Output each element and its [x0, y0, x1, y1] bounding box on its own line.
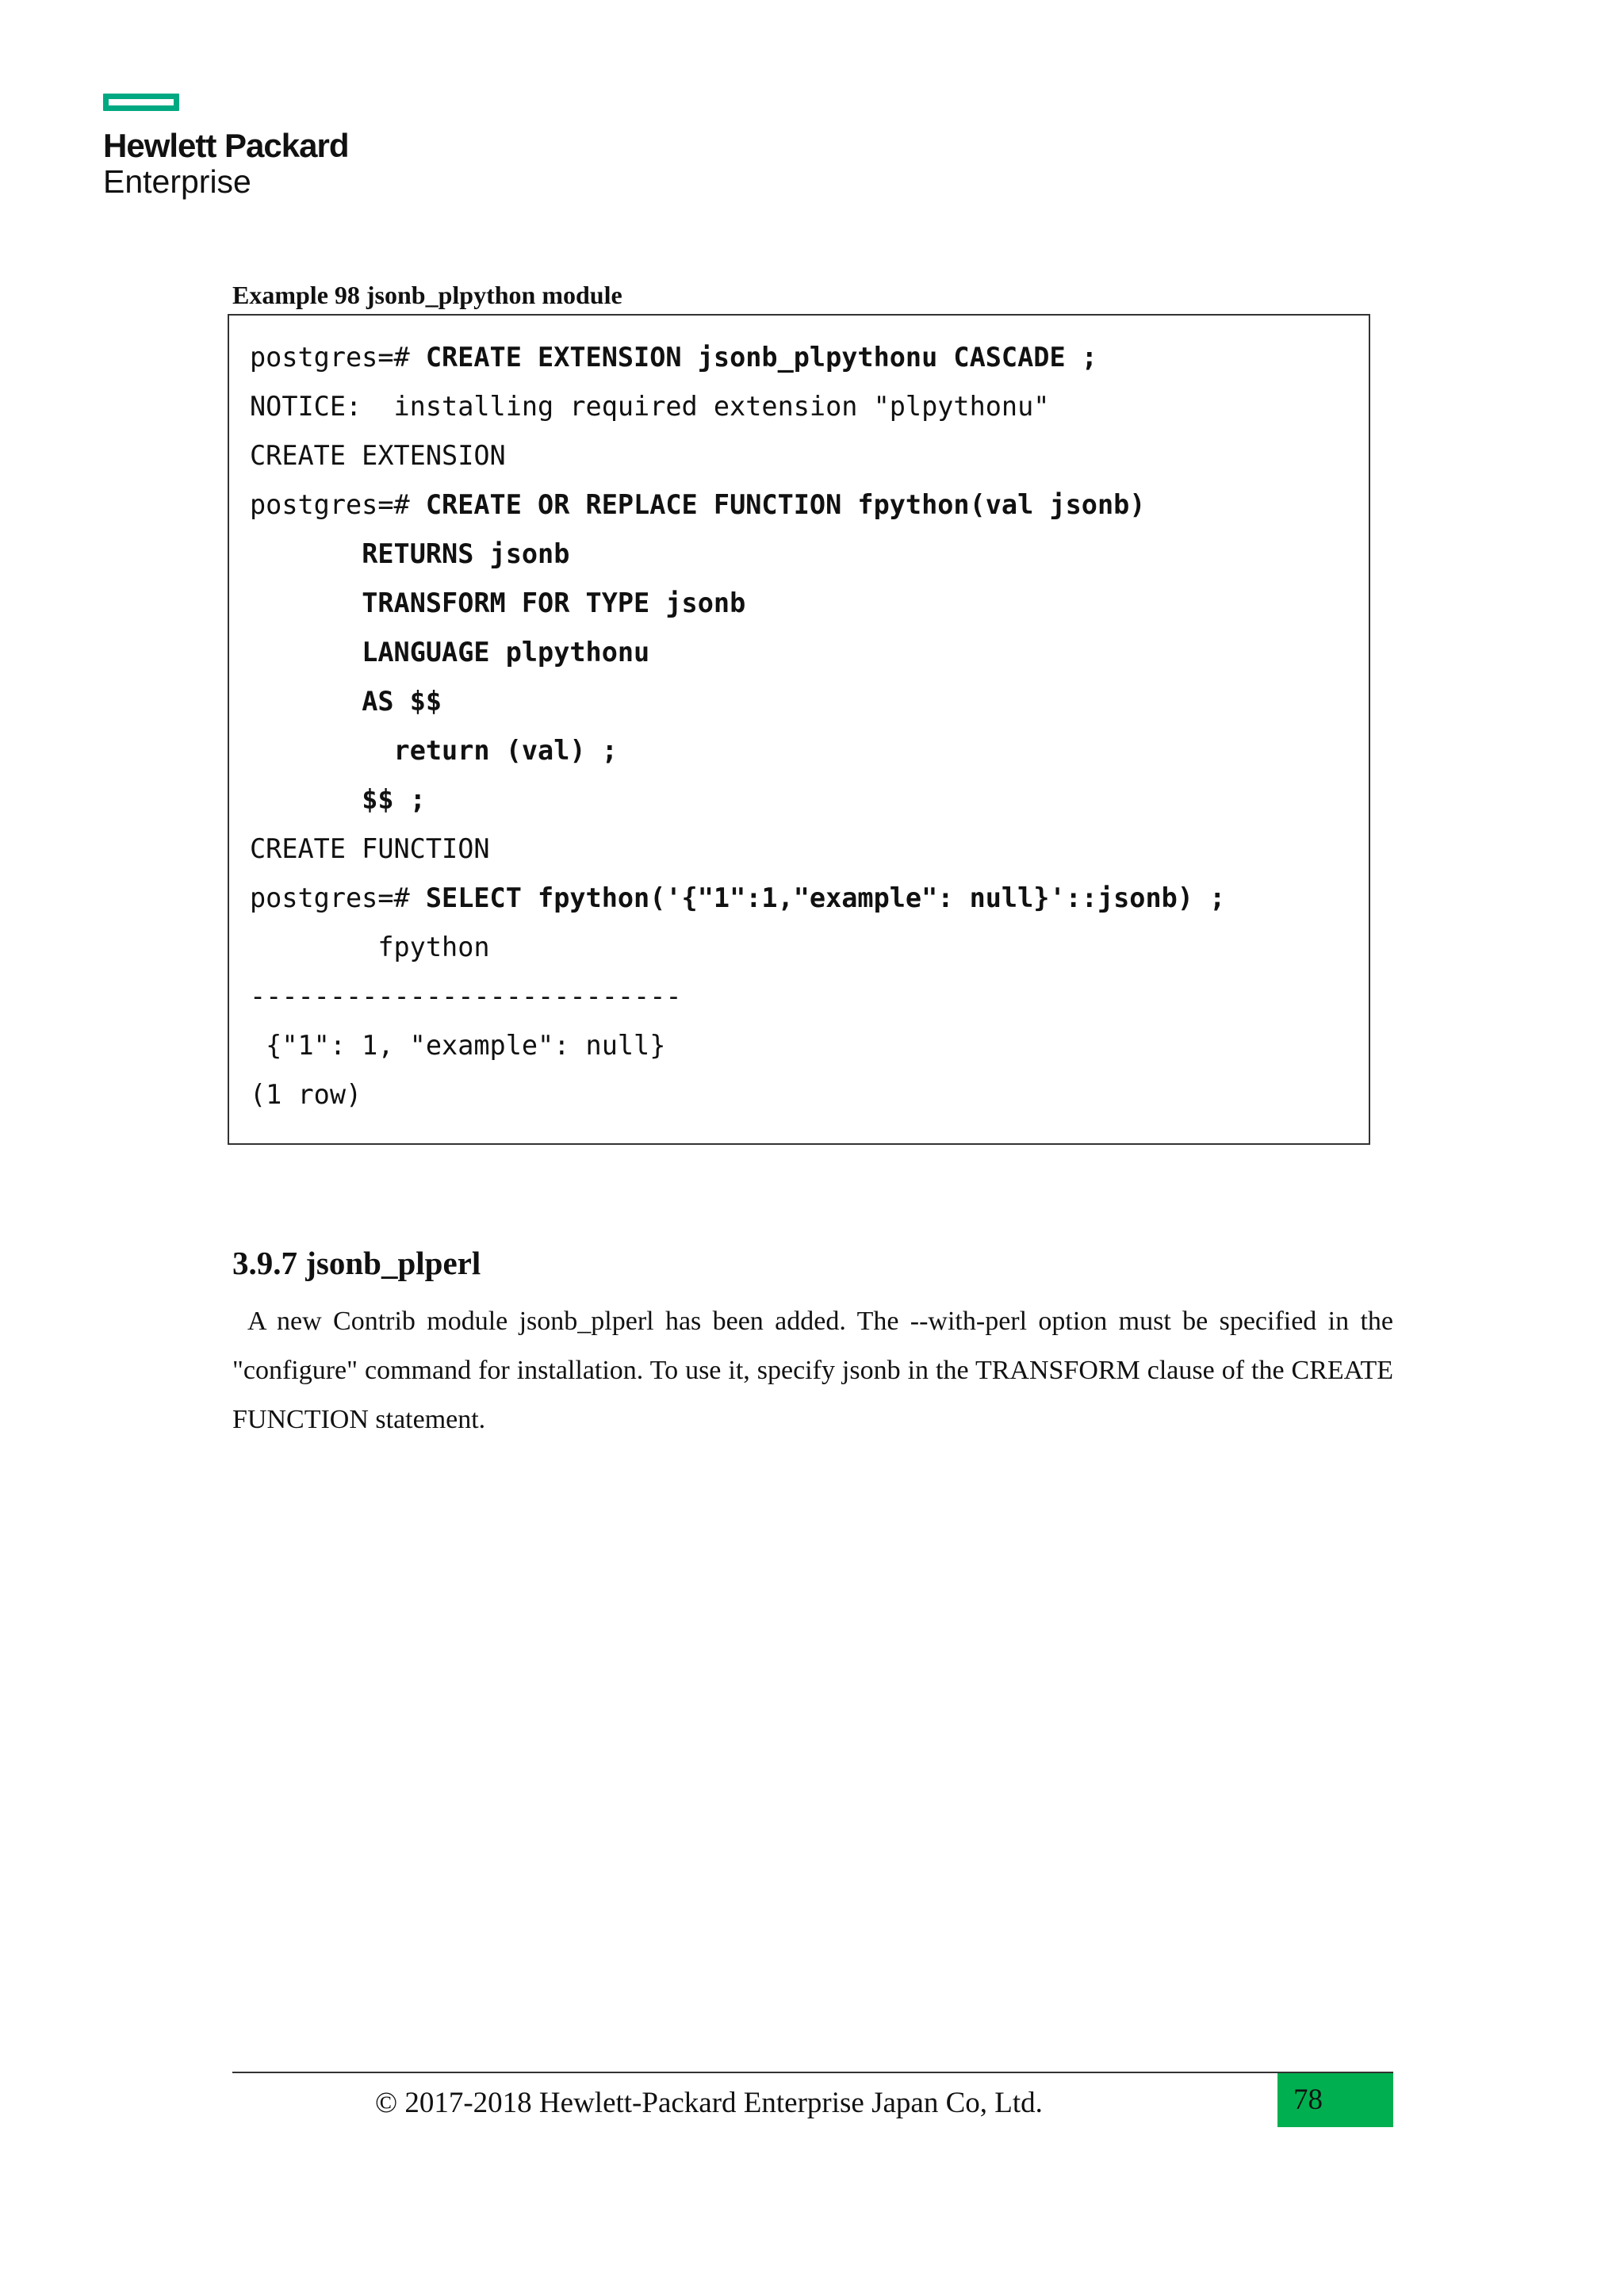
logo-wordmark-line2: Enterprise [103, 163, 251, 200]
footer-copyright: © 2017-2018 Hewlett-Packard Enterprise Japan Co, Ltd. [375, 2087, 1043, 2119]
footer-divider [232, 2072, 1393, 2073]
code-line: LANGUAGE plpythonu [362, 637, 650, 668]
code-line: fpython [250, 932, 490, 962]
section-heading: 3.9.7 jsonb_plperl [232, 1245, 481, 1281]
code-line: postgres=# CREATE OR REPLACE FUNCTION fpython(val jsonb) [250, 489, 1146, 520]
code-line: RETURNS jsonb [362, 538, 570, 569]
code-line: {"1": 1, "example": null} [250, 1030, 666, 1061]
section-body-paragraph: A new Contrib module jsonb_plperl has been added. The --with-perl option must be specified in the "configure" command for installation. To use it, specify jsonb in the TRANSFORM clause of the CREATE FUNCTION statement. [232, 1307, 1393, 1434]
code-line: (1 row) [250, 1079, 362, 1110]
logo-bar-icon [103, 94, 179, 111]
logo-wordmark-line1: Hewlett Packard [103, 127, 349, 164]
code-line: NOTICE: installing required extension "plpythonu" [250, 391, 1050, 422]
code-line: CREATE FUNCTION [250, 833, 490, 864]
code-line: return (val) ; [393, 735, 618, 766]
company-logo [103, 94, 348, 200]
code-line: CREATE EXTENSION [250, 440, 506, 471]
code-line: $$ ; [362, 784, 426, 815]
code-line: postgres=# CREATE EXTENSION jsonb_plpythonu CASCADE ; [250, 342, 1097, 373]
code-line: --------------------------- [250, 981, 682, 1012]
code-block [228, 314, 1370, 1145]
example-caption: Example 98 jsonb_plpython module [232, 281, 622, 309]
code-line: postgres=# SELECT fpython('{"1":1,"example": null}'::jsonb) ; [250, 882, 1226, 913]
code-line: AS $$ [362, 686, 442, 717]
page-number-badge: 78 [1277, 2073, 1393, 2127]
code-line: TRANSFORM FOR TYPE jsonb [362, 587, 746, 618]
